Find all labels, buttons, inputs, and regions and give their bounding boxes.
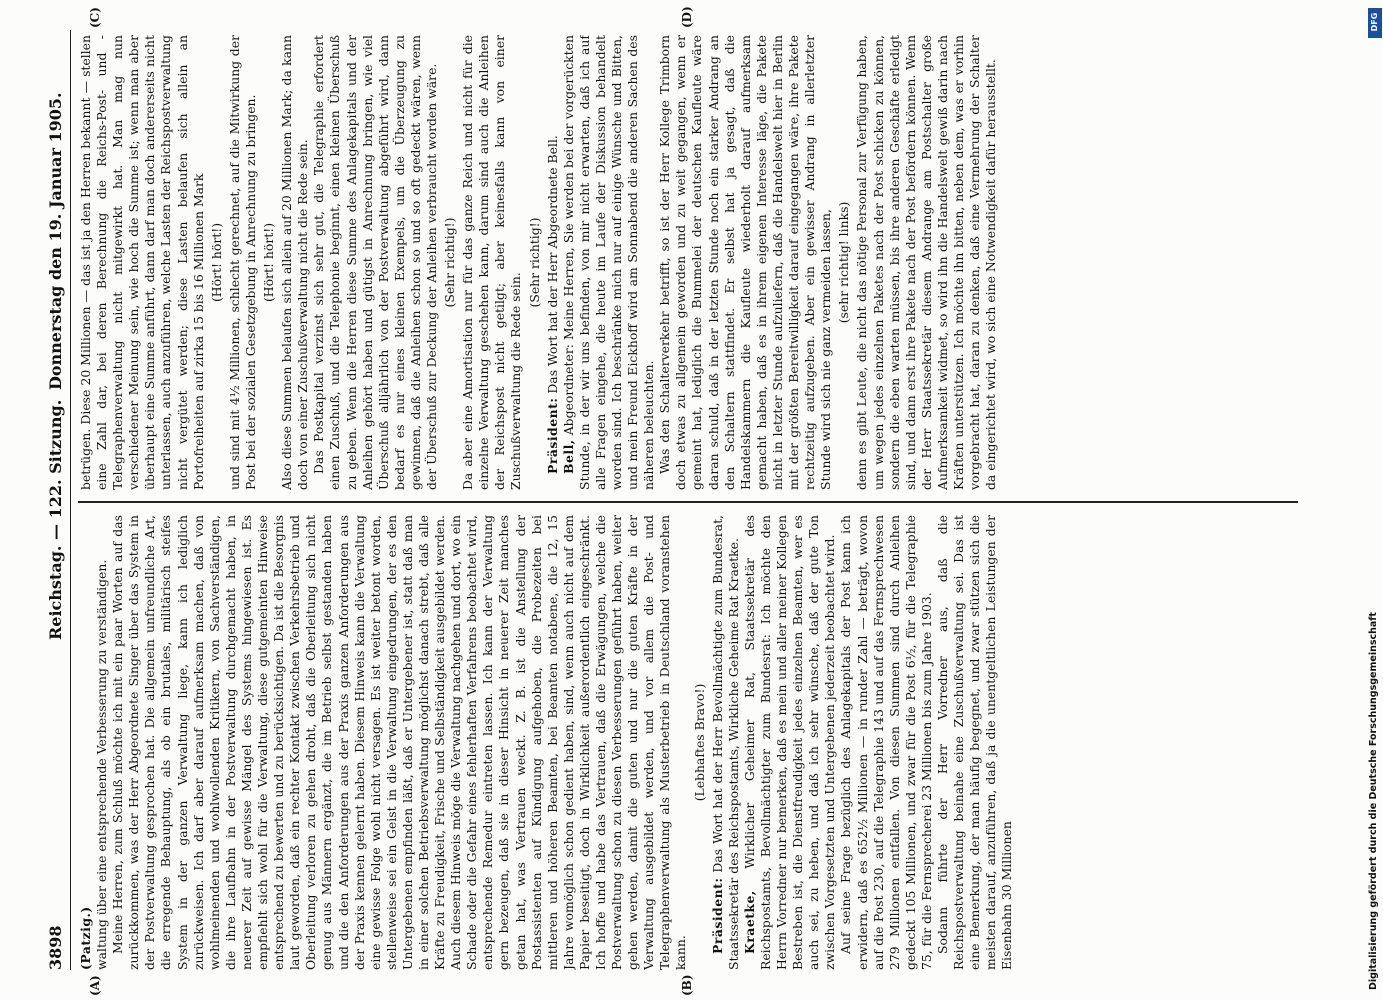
- margin-marker-d: (D): [680, 6, 694, 28]
- paragraph: Das Postkapital verzinst sich sehr gut, die Telegraphie erfordert einen Zuschuß, und die Telephonie beginnt, einen kleinen Überschuß zu geben. Wenn die Herren diese Summe des Anlagekapitals und der Anleihen gehört haben und gütigst in Anrechnung bringen, wie viel Überschuß alljährlich von der Postverwaltung abgeführt wird, dann bedarf es nur eines kleinen Exempels, um die Überzeugung zu gewinnen, daß die Anleihen schon so und so oft gedeckt wären, wenn der Überschuß zur Deckung der Anleihen verbraucht worden wäre.: [311, 35, 439, 490]
- paragraph: Meine Herren, zum Schluß möchte ich mit ein paar Worten auf das zurückkommen, was der Herr Abgeordnete Singer über das System in der Postverwaltung gesprochen hat. Die allgemein unfreundliche Art, die erregende Behauptung, als ob ein brutales, militärisch steifes System in der ganzen Verwaltung liege, kann ich lediglich zurückweisen. Ich darf aber darauf aufmerksam machen, daß von wohlmeinenden und wohlwollenden Kritikern, von Sachverständigen, die ihre Laufbahn in der Postverwaltung durchgemacht haben, in neuerer Zeit auf gewisse Mängel des Systems hingewiesen ist. Es empfiehlt sich wohl für die Verwaltung, diese gutgemeinten Hinweise entsprechend zu bewerten und zu berücksichtigen. Da ist die Besorgnis laut geworden, daß ein rechter Kontakt zwischen Verkehrsbetrieb und Oberleitung verloren zu gehen droht, daß die Oberleitung sich nicht genug aus Männern ergänzt, die im Betrieb selbst gestanden haben und die den Anforderungen aus der Praxis ganzen Anforderungen aus der Praxis kennen gelernt haben. Diesem Hinweis kann die Verwaltung eine gewisse Folge wohl nicht versagen. Es ist weiter betont worden, stellenweise sei ein Geist in die Verwaltung eingedrungen, der es den Untergebenen empfinden läßt, daß er Untergebener ist, statt daß man in einer solchen Betriebsverwaltung möglichst danach strebt, daß alle Kräfte zu Freudigkeit, Frische und Selbständigkeit ausgebildet werden. Auch diesem Hinweis möge die Verwaltung nachgehen und dort, wo ein Schade oder die Gefahr eines fehlerhaften Verfahrens beobachtet wird, entsprechende Remedur eintreten lassen. Ich kann der Verwaltung gern bezeugen, daß sie in dieser Hinsicht in neuerer Zeit manches getan hat, was Vertrauen weckt. Z. B. ist die Anstellung der Postassistenten auf Kündigung aufgehoben, die Probezeiten bei mittleren und höheren Beamten, bei Beamten notabene, die 12, 15 Jahre womöglich schon gedient haben, sind, wenn auch nicht auf dem Papier beseitigt, doch in Wirklichkeit außerordentlich eingeschränkt. Ich hoffe und habe das Vertrauen, daß die Erwägungen, welche die Postverwaltung schon zu diesen Verbesserungen geführt haben, weiter gehen werden, damit die guten und nur die guten Kräfte in der Verwaltung ausgebildet werden, und vor allem die Post- und Telegraphenverwaltung als Musterbetrieb in Deutschland voranstehen kann.: [110, 515, 689, 970]
- paragraph: und sind mit 4½ Millionen, schlecht gerechnet, auf die Mitwirkung der Post bei der sozialen Gesetzgebung in Anrechnung zu bringen.: [226, 35, 258, 490]
- margin-marker-a: (A): [88, 975, 102, 996]
- page-header: [40, 30, 71, 970]
- digitization-note: Digitalisierung gefördert durch die Deutsche Forschungsgemeinschaft: [1368, 612, 1379, 990]
- speaker-paragraph: Präsident: Das Wort hat der Herr Abgeordnete Bell.: [544, 135, 560, 474]
- rotated-content: [40, 6, 1320, 996]
- paragraph: betrügen. Diese 20 Millionen — das ist ja den Herren bekannt — stellen eine Zahl dar, bei deren Berechnung die Reichs-Post- und -Telegraphenverwaltung nicht mitgewirkt hat. Man mag nun verschiedener Meinung sein, wie hoch die Summe ist; wenn man aber überhaupt eine Summe anführt, dann darf man doch andererseits nicht unterlassen, auch anzuführen, welche Lasten der Reichspostverwaltung nicht vergütet werden; diese Lasten belaufen sich allein an Portofreiheiten auf zirka 15 bis 16 Millionen Mark: [78, 35, 206, 490]
- paragraph: Was den Schalterverkehr betrifft, so ist der Herr Kollege Trimborn doch etwas zu allgemein geworden und zu weit gegangen, wenn er gemeint hat, lediglich die Bummelei der deutschen Kaufleute wäre daran schuld, daß in der letzten Stunde noch ein starker Andrang an den Schaltern stattfindet. Er selbst hat ja gesagt, daß die Handelskammern die Kaufleute wiederholt darauf aufmerksam gemacht haben, daß es in ihrem eigenen Interesse läge, die Pakete nicht in letzter Stunde aufzuliefern, daß die Handelswelt hier in Berlin mit der größten Bereitwilligkeit darauf eingegangen wäre, ihre Pakete rechtzeitig aufzugeben. Aber ein gewisser Andrang in allerletzter Stunde wird sich nie ganz vermeiden lassen,: [657, 35, 834, 490]
- speaker-name: Bell,: [560, 439, 576, 474]
- speaker-name: Kraetke,: [741, 890, 757, 954]
- column-divider: [78, 502, 1298, 504]
- paragraph: Also diese Summen belaufen sich allein auf 20 Millionen Mark; da kann doch von einer Zuschußverwaltung nicht die Rede sein.: [279, 35, 311, 490]
- paragraph: Auf seine Frage bezüglich des Anlagekapitals der Post kann ich erwidern, daß es 652½ Millionen — in runder Zahl — beträgt, wovon auf die Post 230, auf die Telegraphie 143 und auf das Fernsprechwesen 279 Millionen entfallen. Von diesen Summen sind durch Anleihen gedeckt 105 Millionen, und zwar für die Post 6½, für die Telegraphie 75, für die Fernsprecherei 23 Millionen bis zum Jahre 1903.: [838, 515, 934, 970]
- margin-marker-b: (B): [680, 974, 694, 996]
- interjection: (sehr richtig! links): [836, 201, 852, 324]
- speaker-name: Präsident:: [544, 397, 560, 474]
- interjection: (Sehr richtig!): [442, 217, 458, 308]
- speaker-paragraph: Präsident: Das Wort hat der Herr Bevollmächtigte zum Bundesrat, Staatssekretär des Reichspostamts, Wirkliche Geheime Rat Kraetke.: [709, 515, 741, 970]
- paragraph: Sodann führte der Herr Vorredner aus, daß die Reichspostverwaltung beinahe eine Zuschußverwaltung sei. Das ist eine Bemerkung, der man häufig begegnet, und zwar stützen sich die meisten darauf, anzuführen, daß ja die unentgeltlichen Leistungen der Eisenbahn 30 Millionen: [934, 515, 1015, 970]
- speaker-paragraph: Bell, Abgeordneter: Meine Herren, Sie werden bei der vorgerückten Stunde, in der wir uns befinden, von mir nicht erwarten, daß ich auf alle Fragen eingehe, die heute im Laufe der Diskussion behandelt worden sind. Ich beschränke mich nur auf einige Wünsche und Bitten, und mein Freund Eickhoff wird am Sonnabend die anderen Sachen des näheren beleuchten.: [560, 35, 657, 490]
- dfg-logo: DFG: [1368, 8, 1382, 38]
- interjection: (Sehr richtig!): [526, 217, 542, 308]
- interjection: (Lebhaftes Bravo!): [691, 683, 707, 802]
- speaker-name: Präsident:: [709, 877, 725, 954]
- session-date: Donnerstag den 19. Januar 1905.: [45, 92, 65, 390]
- left-column: [78, 515, 1308, 970]
- margin-marker-c: (C): [88, 7, 102, 28]
- session-title: Reichstag. — 122. Sitzung.: [45, 399, 65, 640]
- speaker-paragraph: Kraetke, Wirklicher Geheimer Rat, Staatssekretär des Reichspostamts, Bevollmächtigter zum Bundesrat: Ich möchte den Herrn Vorredner nur bemerken, daß es mein und aller meiner Kollegen Bestreben ist, die Dienstfreudigkeit jedes einzelnen Beamten, wer es auch sei, zu heben, und daß ich sehr wünsche, daß der gute Ton zwischen Vorgesetzten und Untergebenen jederzeit beobachtet wird.: [741, 515, 838, 970]
- interjection: (Hört! hört!): [261, 222, 277, 303]
- interjection: (Hört! hört!): [208, 222, 224, 303]
- right-column: [78, 35, 1308, 490]
- paragraph: Da aber eine Amortisation nur für das ganze Reich und nicht für die einzelne Verwaltung geschehen kann, darum sind auch die Anleihen der Reichspost nicht getilgt; aber keinesfalls kann von einer Zuschußverwaltung die Rede sein.: [460, 35, 524, 490]
- paragraph: denn es gibt Leute, die nicht das nötige Personal zur Verfügung haben, um wegen jedes einzelnen Paketes nach der Post schicken zu können, sondern die eben warten müssen, bis ihre anderen Geschäfte erledigt sind, und dann erst ihre Pakete nach der Post befördern können. Wenn der Herr Staatssekretär diesem Andrange am Postschalter große Aufmerksamkeit widmet, so wird ihn die Handelswelt gewiß darin nach Kräften unterstützen. Ich möchte ihn bitten, neben dem, was er vorhin vorgebracht hat, daran zu denken, daß eine Vermehrung der Schalter da eingerichtet wird, wo sich eine Notwendigkeit dafür herausstellt.: [854, 35, 999, 490]
- page-number: 3898: [45, 925, 65, 970]
- paragraph: waltung über eine entsprechende Verbesserung zu verständigen.: [94, 559, 110, 970]
- speaker-previous: (Patzig.): [78, 906, 93, 970]
